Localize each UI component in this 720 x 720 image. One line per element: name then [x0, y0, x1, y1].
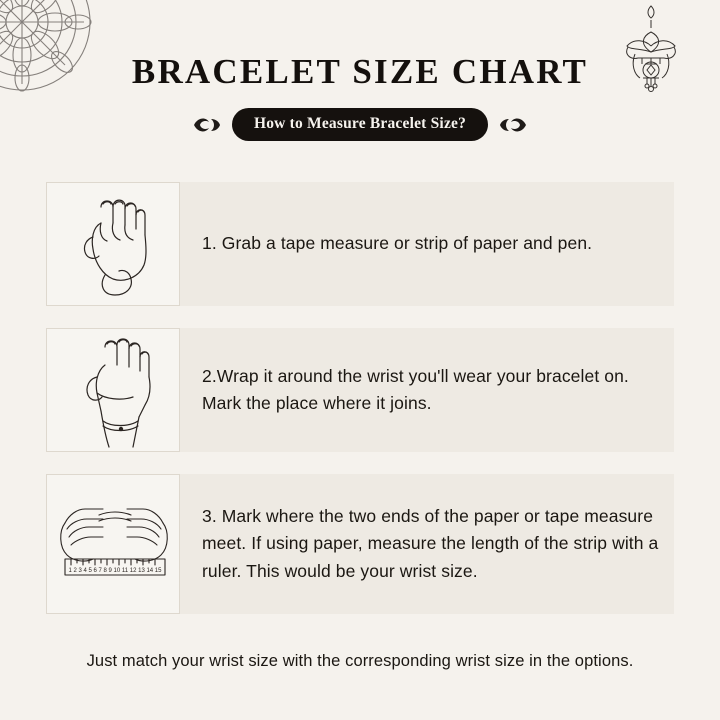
step-text-3: 3. Mark where the two ends of the paper or tape measure meet. If using paper, measure the length of the strip with a ruler. This would be your wrist size.	[202, 506, 659, 581]
fist-with-tape-measure-illustration	[46, 182, 180, 306]
footer-note: Just match your wrist size with the corresponding wrist size in the options.	[86, 652, 634, 670]
subtitle-pill: How to Measure Bracelet Size?	[232, 108, 488, 141]
step-text-1: 1. Grab a tape measure or strip of paper and pen.	[202, 233, 593, 254]
flourish-right-icon	[498, 114, 528, 136]
hand-wrapping-tape-around-wrist-illustration	[46, 328, 180, 452]
step-text-2: 2.Wrap it around the wrist you'll wear your bracelet on. Mark the place where it joins.	[202, 365, 629, 413]
step-row-2	[0, 328, 720, 452]
page-title: BRACELET SIZE CHART	[131, 52, 589, 91]
hands-measuring-strip-with-ruler-illustration	[46, 474, 180, 614]
subtitle-row	[0, 108, 720, 141]
step-row-1	[0, 182, 720, 306]
ruler-numbers: 1 2 3 4 5 6 7 8 9 10 11 12 13 14 15	[68, 568, 162, 574]
steps-list	[0, 182, 720, 636]
flourish-left-icon	[192, 114, 222, 136]
step-row-3	[0, 474, 720, 614]
